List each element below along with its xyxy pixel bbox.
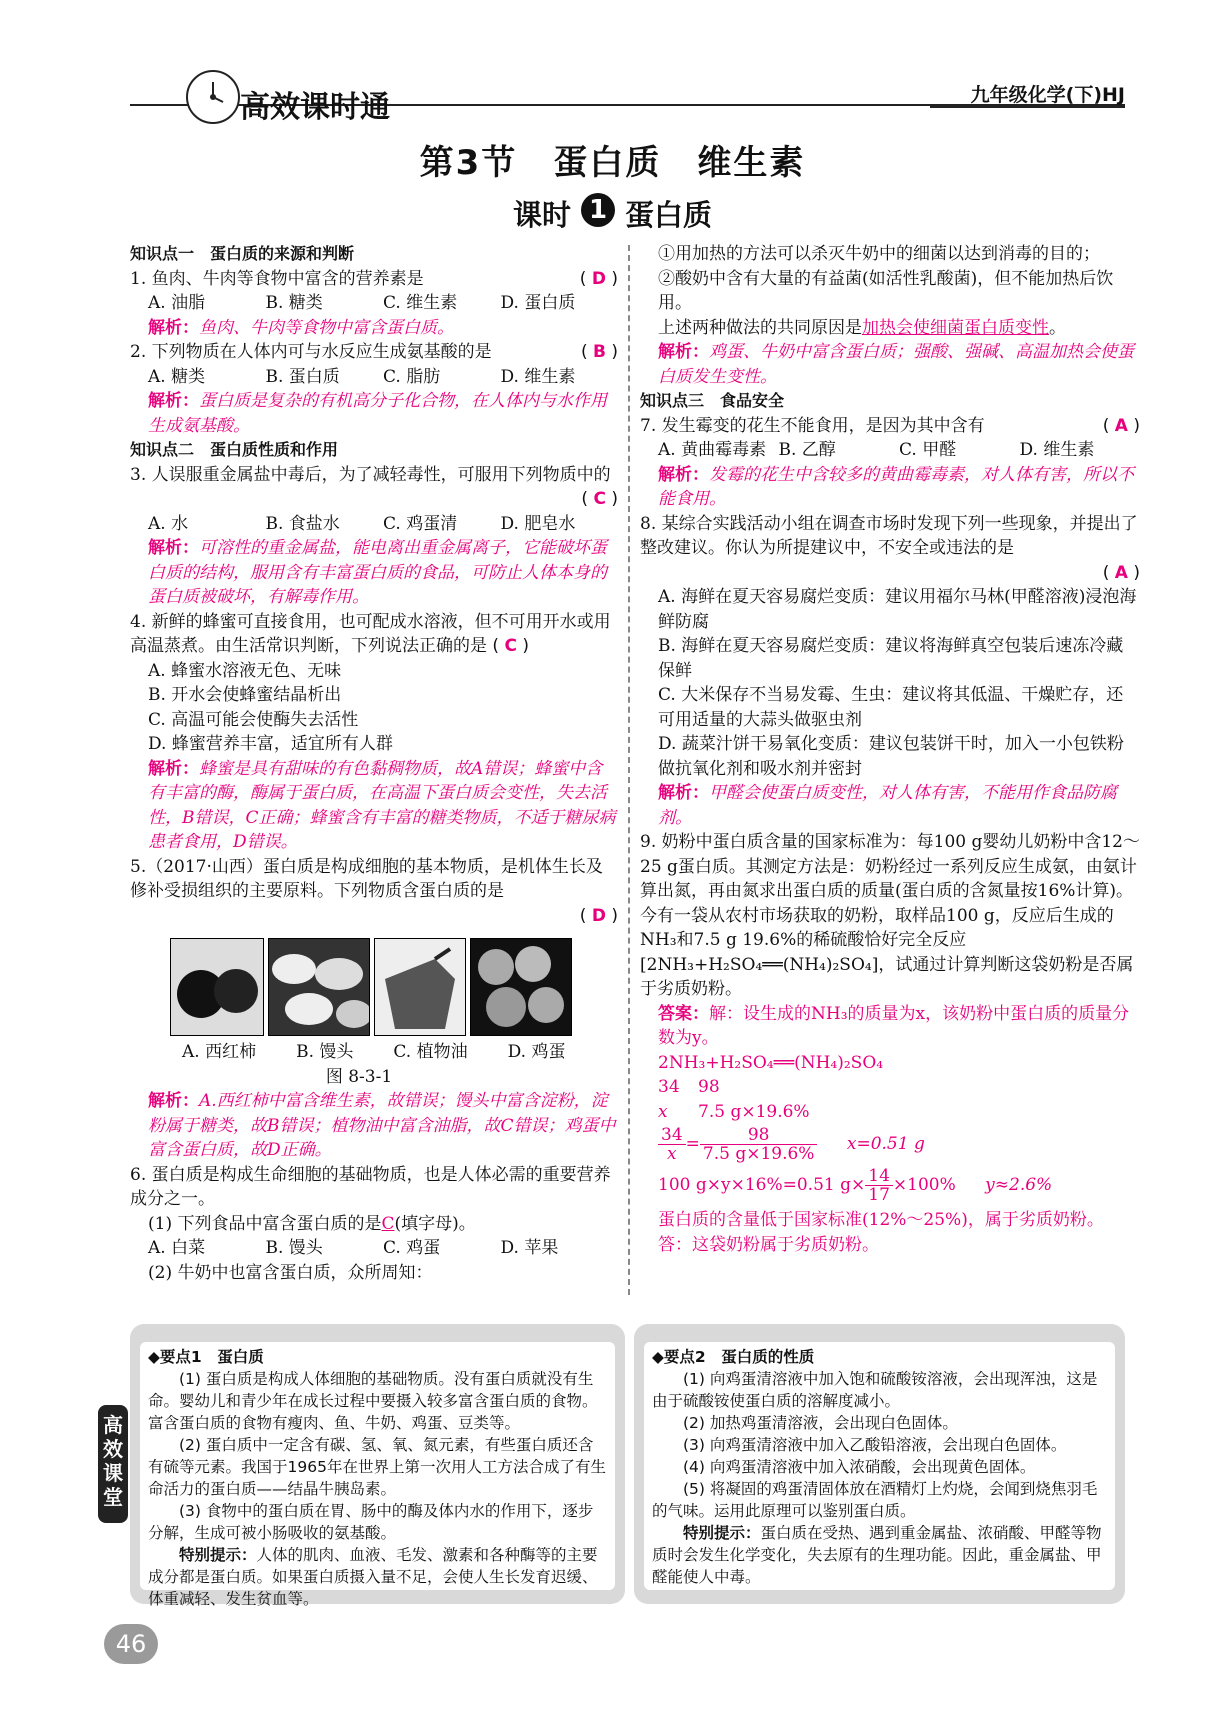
question-7: ( A ) 7. 发生霉变的花生不能食用，是因为其中含有 <box>640 414 1140 439</box>
figure-captions: A. 西红柿 B. 馒头 C. 植物油 D. 鸡蛋 <box>182 1042 566 1062</box>
knowledge-point-3: 知识点三 食品安全 <box>640 391 785 410</box>
question-8: 8. 某综合实践活动小组在调查市场时发现下列一些现象，并提出了整改建议。你认为所提建议中，不安全或违法的是 <box>640 513 1138 558</box>
question-9: 9. 奶粉中蛋白质含量的国家标准为：每100 g婴幼儿奶粉中含12～25 g蛋白质。其测定方法是：奶粉经过一系列反应生成氨，由氨计算出氮，再由氮求出蛋白质的质量(蛋白质的含氮量按16%计算)。今有一袋从农村市场获取的奶粉，取样品100 g，反应后生成的NH₃和7.5 g 19.6%的稀硫酸恰好完全反应[2NH₃+H₂SO₄══(NH₄)₂SO₄]，试通过计算判断这袋奶粉是否属于劣质奶粉。 <box>640 832 1140 999</box>
box-heading: ◆要点1 蛋白质 <box>148 1348 264 1366</box>
answer: ( C ) <box>492 636 529 656</box>
option-a: A. 蜂蜜水溶液无色、无味 <box>148 660 342 681</box>
options: A. 油脂 B. 糖类 C. 维生素 D. 蛋白质 <box>148 293 576 313</box>
explanation: 解析：鱼肉、牛肉等食物中富含蛋白质。 <box>148 317 454 338</box>
grade-label: 九年级化学(下)HJ <box>970 84 1125 106</box>
q6-point-1: ①用加热的方法可以杀灭牛奶中的细菌以达到消毒的目的； <box>658 244 1100 264</box>
left-column <box>130 242 618 1285</box>
question-4: 4. 新鲜的蜂蜜可直接食用，也可配成水溶液，但不可用开水或用高温蒸煮。由生活常识判断，下列说法正确的是 ( C ) <box>130 610 618 659</box>
q6-blank: 上述两种做法的共同原因是加热会使细菌蛋白质变性。 <box>658 317 1066 338</box>
question-5: 5.（2017·山西）蛋白质是构成细胞的基本物质，是机体生长及修补受损组织的主要原料。下列物质含蛋白质的是 <box>130 856 603 901</box>
option-c: C. 高温可能会使酶失去活性 <box>148 709 359 730</box>
oil-image <box>374 938 466 1036</box>
equation: 2NH₃+H₂SO₄══(NH₄)₂SO₄ <box>658 1052 884 1073</box>
lesson-number: 1 <box>581 193 615 227</box>
figure-photos <box>170 938 618 1036</box>
option-a: A. 海鲜在夏天容易腐烂变质：建议用福尔马林(甲醛溶液)浸泡海鲜防腐 <box>658 587 1137 632</box>
variables: x 7.5 g×19.6% <box>658 1101 810 1122</box>
option-b: B. 海鲜在夏天容易腐烂变质：建议将海鲜真空包装后速冻冷藏保鲜 <box>658 636 1124 681</box>
proportion: $\frac{34}{x}$ = $\frac{98}{7.5 g\times 19.6\%}$ x=0.51 g <box>640 1126 1140 1163</box>
answer: ( D ) <box>580 267 618 292</box>
section-title: 第3节 蛋白质 维生素 <box>419 143 806 183</box>
explanation: 解析：A.西红柿中富含维生素，故错误；馒头中富含淀粉，淀粉属于糖类，故B错误；植物油中富含油脂，故C错误；鸡蛋中富含蛋白质，故D正确。 <box>148 1091 616 1160</box>
options: A. 白菜 B. 馒头 C. 鸡蛋 D. 苹果 <box>148 1238 559 1258</box>
knowledge-point-1: 知识点一 蛋白质的来源和判断 <box>130 244 355 263</box>
conclusion: 蛋白质的含量低于国家标准(12%～25%)，属于劣质奶粉。 <box>658 1210 1104 1230</box>
explanation: 解析：发霉的花生中含较多的黄曲霉毒素，对人体有害，所以不能食用。 <box>658 464 1134 509</box>
answer: ( A ) <box>1103 561 1140 586</box>
q6-point-2: ②酸奶中含有大量的有益菌(如活性乳酸菌)，但不能加热后饮用。 <box>658 268 1114 313</box>
answer: ( A ) <box>1103 414 1140 439</box>
option-b: B. 开水会使蜂蜜结晶析出 <box>148 685 342 705</box>
explanation: 解析：蜂蜜是具有甜味的有色黏稠物质，故A错误；蜂蜜中含有丰富的酶，酶属于蛋白质，在高温下蛋白质会变性，失去活性，B错误，C正确；蜂蜜含有丰富的糖类物质，不适于糖尿病患者食用，D错误。 <box>148 758 616 852</box>
answer: ( B ) <box>581 340 618 365</box>
brand-title: 高效课时通 <box>240 90 390 125</box>
lesson-name: 蛋白质 <box>625 198 713 232</box>
egg-image <box>470 938 572 1036</box>
figure-label: 图 8-3-1 <box>325 1066 393 1087</box>
key-point-box-1: ◆要点1 蛋白质 (1) 蛋白质是构成人体细胞的基础物质。没有蛋白质就没有生命。婴幼儿和青少年在成长过程中要摄入较多富含蛋白质的食物。富含蛋白质的食物有瘦肉、鱼、牛奶、鸡蛋、豆类等。 (2) 蛋白质中一定含有碳、氢、氧、氮元素，有些蛋白质还含有硫等元素。我国于1965年在世界上第一次用人工方法合成了有生命活力的蛋白质——结晶牛胰岛素。 (3) 食物中的蛋白质在胃、肠中的酶及体内水的作用下，逐步分解，生成可被小肠吸收的氨基酸。 特别提示：人体的肌肉、血液、毛发、激素和各种酶等的主要成分都是蛋白质。如果蛋白质摄入量不足，会使人生长发育迟缓、体重减轻、发生贫血等。 <box>130 1324 625 1604</box>
options: A. 水 B. 食盐水 C. 鸡蛋清 D. 肥皂水 <box>148 513 576 534</box>
side-tab: 高效课堂 <box>98 1405 128 1523</box>
options: A. 黄曲霉毒素 B. 乙醇 C. 甲醛 D. 维生素 <box>658 440 1095 460</box>
explanation: 解析：甲醛会使蛋白质变性，对人体有害，不能用作食品防腐剂。 <box>658 783 1117 828</box>
box-heading: ◆要点2 蛋白质的性质 <box>652 1348 815 1366</box>
explanation: 解析：可溶性的重金属盐，能电离出重金属离子，它能破坏蛋白质的结构，服用含有丰富蛋白质的食品，可防止人体本身的蛋白质被破坏，有解毒作用。 <box>148 538 607 607</box>
sub-question-1: (1) 下列食品中富含蛋白质的是C(填字母)。 <box>148 1213 476 1234</box>
question-2: ( B ) 2. 下列物质在人体内可与水反应生成氨基酸的是 <box>130 340 618 365</box>
question-1: ( D ) 1. 鱼肉、牛肉等食物中富含的营养素是 <box>130 267 618 292</box>
sub-question-2: (2) 牛奶中也富含蛋白质，众所周知： <box>148 1262 433 1283</box>
options: A. 糖类 B. 蛋白质 C. 脂肪 D. 维生素 <box>148 366 576 387</box>
explanation: 解析：鸡蛋、牛奶中富含蛋白质；强酸、强碱、高温加热会使蛋白质发生变性。 <box>658 342 1134 387</box>
explanation: 解析：蛋白质是复杂的有机高分子化合物，在人体内与水作用生成氨基酸。 <box>148 391 607 436</box>
lesson-prefix: 课时 <box>512 198 571 232</box>
tomato-image <box>170 938 264 1036</box>
molar-masses: 34 98 <box>658 1077 720 1097</box>
question-3: 3. 人误服重金属盐中毒后，为了减轻毒性，可服用下列物质中的 <box>130 464 611 485</box>
clock-logo-icon <box>186 70 240 124</box>
answer: ( D ) <box>580 904 618 929</box>
answer-9: 答案：解：设生成的NH₃的质量为x，该奶粉中蛋白质的质量分数为y。 <box>658 1003 1130 1048</box>
question-6: 6. 蛋白质是构成生命细胞的基础物质，也是人体必需的重要营养成分之一。 <box>130 1164 611 1209</box>
option-c: C. 大米保存不当易发霉、生虫：建议将其低温、干燥贮存，还可用适量的大蒜头做驱虫剂 <box>658 685 1124 730</box>
page-number: 46 <box>104 1624 158 1664</box>
knowledge-point-2: 知识点二 蛋白质性质和作用 <box>130 440 339 459</box>
final-answer: 答：这袋奶粉属于劣质奶粉。 <box>658 1234 879 1255</box>
bun-image <box>268 938 370 1036</box>
option-d: D. 蜂蜜营养丰富，适宜所有人群 <box>148 734 393 754</box>
right-column <box>640 242 1140 1257</box>
lesson-title <box>0 193 1225 234</box>
column-divider <box>628 245 630 1295</box>
answer: ( C ) <box>581 487 618 512</box>
calculation: 100 g×y×16%=0.51 g× $\frac{14}{17}$ ×100% y≈2.6% <box>658 1166 1053 1205</box>
option-d: D. 蔬菜汁饼干易氧化变质：建议包装饼干时，加入一小包铁粉做抗氧化剂和吸水剂并密封 <box>658 734 1124 779</box>
key-point-box-2: ◆要点2 蛋白质的性质 (1) 向鸡蛋清溶液中加入饱和硫酸铵溶液，会出现浑浊，这是由于硫酸铵使蛋白质的溶解度减小。 (2) 加热鸡蛋清溶液，会出现白色固体。 (3) 向鸡蛋清溶液中加入乙酸铅溶液，会出现白色固体。 (4) 向鸡蛋清溶液中加入浓硝酸，会出现黄色固体。 (5) 将凝固的鸡蛋清固体放在酒精灯上灼烧，会闻到烧焦羽毛的气味。运用此原理可以鉴别蛋白质。 特别提示：蛋白质在受热、遇到重金属盐、浓硝酸、甲醛等物质时会发生化学变化，失去原有的生理功能。因此，重金属盐、甲醛能使人中毒。 <box>634 1324 1125 1604</box>
